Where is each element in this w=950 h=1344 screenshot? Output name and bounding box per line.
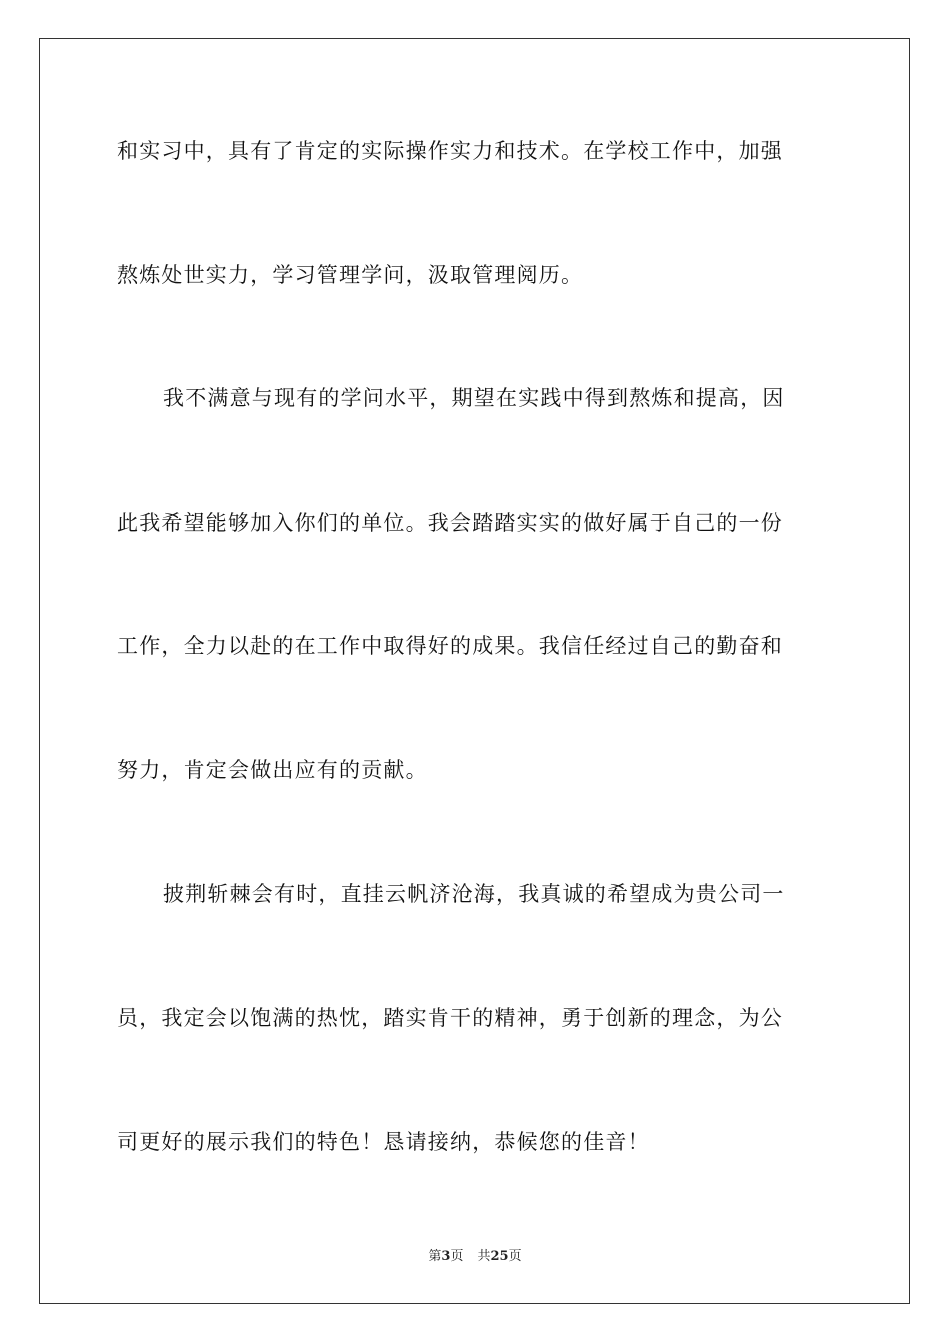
- page-prefix: 第: [428, 1249, 442, 1264]
- body-line-6: 努力，肯定会做出应有的贡献。: [117, 758, 428, 782]
- body-line-7: 披荆斩棘会有时，直挂云帆济沧海，我真诚的希望成为贵公司一: [163, 882, 785, 906]
- body-line-8: 员，我定会以饱满的热忱，踏实肯干的精神，勇于创新的理念，为公: [117, 1006, 783, 1030]
- body-line-5: 工作，全力以赴的在工作中取得好的成果。我信任经过自己的勤奋和: [117, 634, 783, 658]
- body-line-9: 司更好的展示我们的特色！恳请接纳，恭候您的佳音！: [117, 1130, 650, 1154]
- page-footer: [0, 1248, 950, 1266]
- page-suffix: 页: [450, 1249, 464, 1264]
- body-line-1: 和实习中，具有了肯定的实际操作实力和技术。在学校工作中，加强: [117, 139, 783, 163]
- body-line-3: 我不满意与现有的学问水平，期望在实践中得到熬炼和提高，因: [163, 386, 785, 410]
- page-number: 3: [441, 1249, 451, 1264]
- body-line-2: 熬炼处世实力，学习管理学问，汲取管理阅历。: [117, 263, 584, 287]
- page-border: [39, 38, 910, 1304]
- total-suffix: 页: [508, 1249, 522, 1264]
- total-prefix: 共: [477, 1249, 491, 1264]
- body-line-4: 此我希望能够加入你们的单位。我会踏踏实实的做好属于自己的一份: [117, 511, 783, 535]
- total-pages: 25: [490, 1249, 509, 1264]
